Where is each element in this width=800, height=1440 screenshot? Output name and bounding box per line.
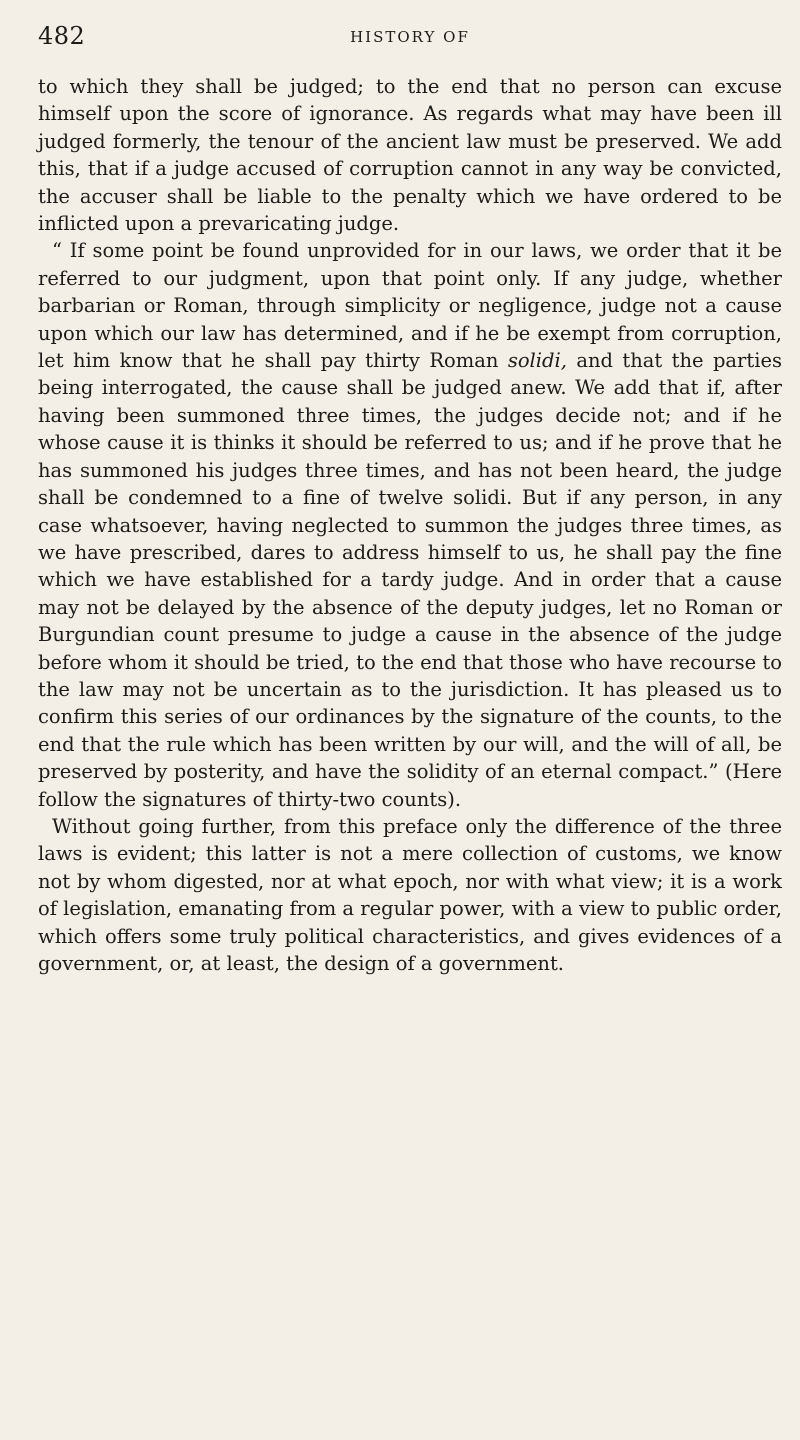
paragraph-1: to which they shall be judged; to the end that no person can excuse himself upon the score of ignorance. As regards what may have been ill judged formerly, the tenour of the ancient law must be preserved. We add this, that if a judge accused of corruption cannot in any way be convicted, the accuser shall be liable to the penalty which we have ordered to be inflicted upon a prevaricating judge. [38,75,782,236]
page-number: 482 [38,22,86,50]
page-header [38,22,782,58]
paragraph-2-part-1: “ If some point be found unprovided for in our laws, we order that it be referred to our judgment, upon that point only. If any judge, whether barbarian or Roman, through simplicity or negligence, judge not a cause upon which our law has determined, and if he be exempt from corruption, let him know that he shall pay thirty Roman [38,239,782,373]
paragraph-2 [38,237,782,813]
paragraph-2-part-2: and that the parties being interrogated, the cause shall be judged anew. We add that if, after having been summoned three times, the judges decide not; and if he whose cause it is thinks it should be referred to us; and if he prove that he has summoned his judges three times, and has not been heard, the judge shall be condemned to a fine of twelve solidi. But if any person, in any case whatsoever, having neglected to summon the judges three times, as we have prescribed, dares to address himself to us, he shall pay the fine which we have established for a tardy judge. And in order that a cause may not be delayed by the absence of the deputy judges, let no Roman or Burgundian count presume to judge a cause in the absence of the judge before whom it should be tried, to the end that those who have recourse to the law may not be uncertain as to the jurisdiction. It has pleased us to confirm this series of our ordinances by the signature of the counts, to the end that the rule which has been written by our will, and the will of all, be preserved by posterity, and have the solidity of an eternal compact.” (Here follow the signatures of thirty-two counts). [38,349,782,811]
body-text [38,73,782,977]
running-head: HISTORY OF [350,28,470,46]
paragraph-2-italic-solidi: solidi, [507,349,567,373]
paragraph-3: Without going further, from this preface only the difference of the three laws is evident; this latter is not a mere collection of customs, we know not by whom digested, nor at what epoch, nor with what view; it is a work of legislation, emanating from a regular power, with a view to public order, which offers some truly political characteristics, and gives evidences of a government, or, at least, the design of a government. [38,814,782,975]
